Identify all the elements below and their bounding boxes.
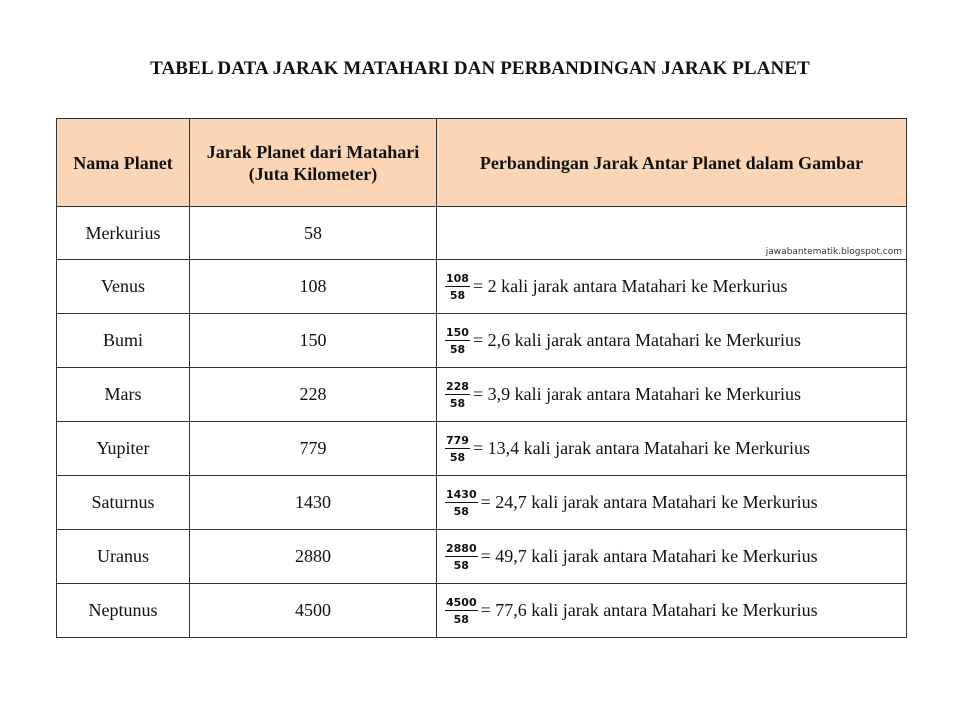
distance-cell: 108 (190, 260, 437, 314)
table-row (57, 422, 907, 476)
fraction-denominator: 58 (453, 612, 469, 626)
fraction-denominator: 58 (449, 396, 466, 410)
comparison-text: = 49,7 kali jarak antara Matahari ke Merkurius (480, 546, 818, 566)
fraction-numerator: 108 (446, 271, 469, 285)
fraction-denominator: 58 (449, 342, 466, 356)
planet-name-cell: Neptunus (57, 584, 190, 638)
distance-cell: 779 (190, 422, 437, 476)
comparison-text: = 13,4 kali jarak antara Matahari ke Merkurius (472, 438, 810, 458)
planet-name-cell: Venus (57, 260, 190, 314)
planet-name-cell: Uranus (57, 530, 190, 584)
header-planet-name: Nama Planet (57, 119, 190, 207)
fraction (445, 326, 470, 356)
fraction-denominator: 58 (453, 558, 469, 572)
table-row (57, 584, 907, 638)
distance-cell: 150 (190, 314, 437, 368)
distance-cell: 4500 (190, 584, 437, 638)
comparison-cell (437, 207, 907, 260)
fraction-numerator: 2880 (446, 541, 477, 555)
planet-distance-table (56, 118, 907, 638)
comparison-text: = 2 kali jarak antara Matahari ke Merkurius (472, 276, 788, 296)
comparison-cell (437, 476, 907, 530)
fraction-numerator: 228 (446, 379, 469, 393)
planet-name-cell: Yupiter (57, 422, 190, 476)
comparison-cell (437, 314, 907, 368)
comparison-text: = 2,6 kali jarak antara Matahari ke Merkurius (472, 330, 801, 350)
table-row (57, 530, 907, 584)
comparison-text: = 3,9 kali jarak antara Matahari ke Merkurius (472, 384, 801, 404)
fraction (445, 542, 478, 572)
page-title: TABEL DATA JARAK MATAHARI DAN PERBANDINGAN JARAK PLANET (150, 58, 810, 79)
fraction-numerator: 779 (446, 433, 469, 447)
distance-cell: 228 (190, 368, 437, 422)
fraction-numerator: 4500 (446, 595, 477, 609)
fraction (445, 380, 470, 410)
fraction-denominator: 58 (453, 504, 469, 518)
table-header-row (57, 119, 907, 207)
table-row (57, 260, 907, 314)
table-row (57, 368, 907, 422)
planet-name-cell: Bumi (57, 314, 190, 368)
fraction (445, 272, 470, 302)
watermark-text: jawabantematik.blogspot.com (765, 247, 902, 257)
comparison-text: = 24,7 kali jarak antara Matahari ke Merkurius (480, 492, 818, 512)
table-row (57, 314, 907, 368)
header-distance-line2: (Juta Kilometer) (248, 163, 378, 184)
comparison-cell (437, 584, 907, 638)
distance-cell: 2880 (190, 530, 437, 584)
header-distance-line1: Jarak Planet dari Matahari (206, 141, 420, 162)
planet-name-cell: Merkurius (57, 207, 190, 260)
comparison-cell (437, 530, 907, 584)
fraction (445, 488, 478, 518)
comparison-cell (437, 368, 907, 422)
planet-name-cell: Saturnus (57, 476, 190, 530)
header-comparison: Perbandingan Jarak Antar Planet dalam Gambar (437, 119, 907, 207)
fraction-numerator: 150 (446, 325, 469, 339)
fraction-numerator: 1430 (446, 487, 477, 501)
comparison-cell (437, 422, 907, 476)
header-distance (190, 119, 437, 207)
table-row (57, 476, 907, 530)
fraction (445, 434, 470, 464)
planet-name-cell: Mars (57, 368, 190, 422)
comparison-text: = 77,6 kali jarak antara Matahari ke Merkurius (480, 600, 818, 620)
distance-cell: 58 (190, 207, 437, 260)
fraction-denominator: 58 (449, 288, 466, 302)
comparison-cell (437, 260, 907, 314)
fraction-denominator: 58 (449, 450, 466, 464)
table-row (57, 207, 907, 260)
fraction (445, 596, 478, 626)
distance-cell: 1430 (190, 476, 437, 530)
